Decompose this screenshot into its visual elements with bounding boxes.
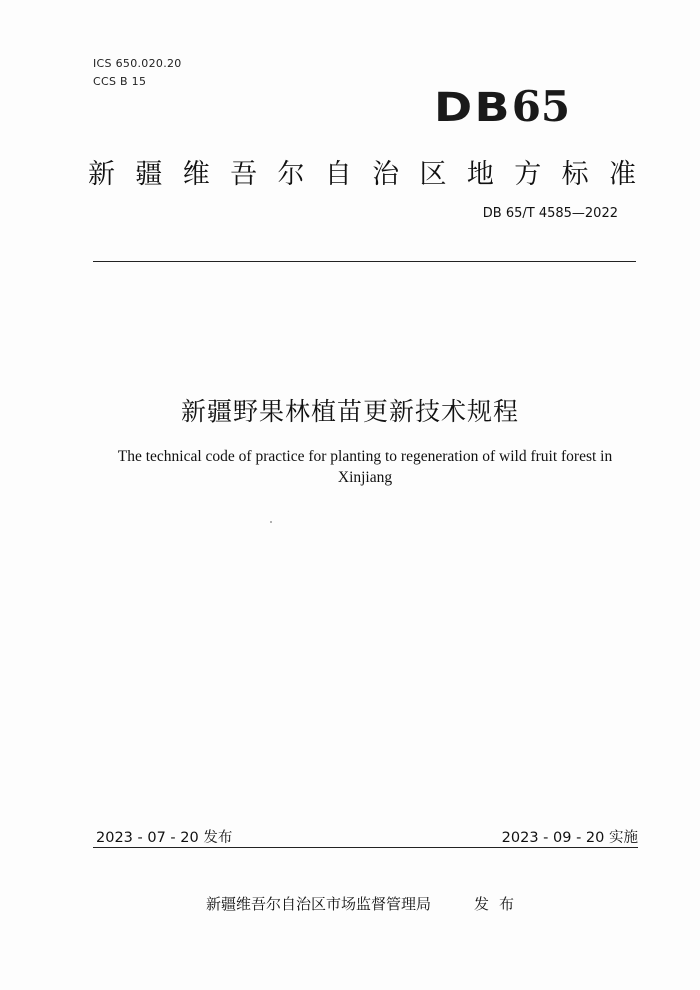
heading-char: 地 <box>466 159 494 190</box>
ics-code: ICS 650.020.20 <box>93 57 182 70</box>
heading-char: 尔 <box>277 159 305 190</box>
english-title: The technical code of practice for planting to regeneration of wild fruit forest in Xinjiang <box>117 448 613 486</box>
heading-char: 区 <box>419 159 447 190</box>
chinese-title: 新疆野果林植苗更新技术规程 <box>180 397 519 426</box>
heading-char: 治 <box>372 159 400 190</box>
publisher-name: 新疆维吾尔自治区市场监督管理局 <box>206 895 432 913</box>
standard-number: DB 65/T 4585—2022 <box>482 206 618 221</box>
heading-char: 维 <box>182 159 210 190</box>
publish-label: 发布 <box>474 895 525 913</box>
standard-type-heading <box>88 152 636 191</box>
db-logo-letters: DB <box>434 85 512 131</box>
db-logo-number: 65 <box>511 82 571 131</box>
heading-char: 疆 <box>135 159 163 190</box>
heading-char: 新 <box>88 159 115 190</box>
top-divider <box>93 261 636 262</box>
heading-char: 自 <box>324 159 352 190</box>
heading-char: 方 <box>514 159 542 190</box>
issue-date: 2023 - 07 - 20 发布 <box>96 830 233 846</box>
db-logo <box>434 82 571 131</box>
heading-char: 准 <box>608 159 636 190</box>
implementation-date: 2023 - 09 - 20 实施 <box>501 830 638 846</box>
heading-char: 标 <box>561 159 589 190</box>
scan-speck <box>270 521 272 523</box>
bottom-divider <box>93 847 638 848</box>
heading-char: 吾 <box>230 159 258 190</box>
ccs-code: CCS B 15 <box>93 75 147 88</box>
